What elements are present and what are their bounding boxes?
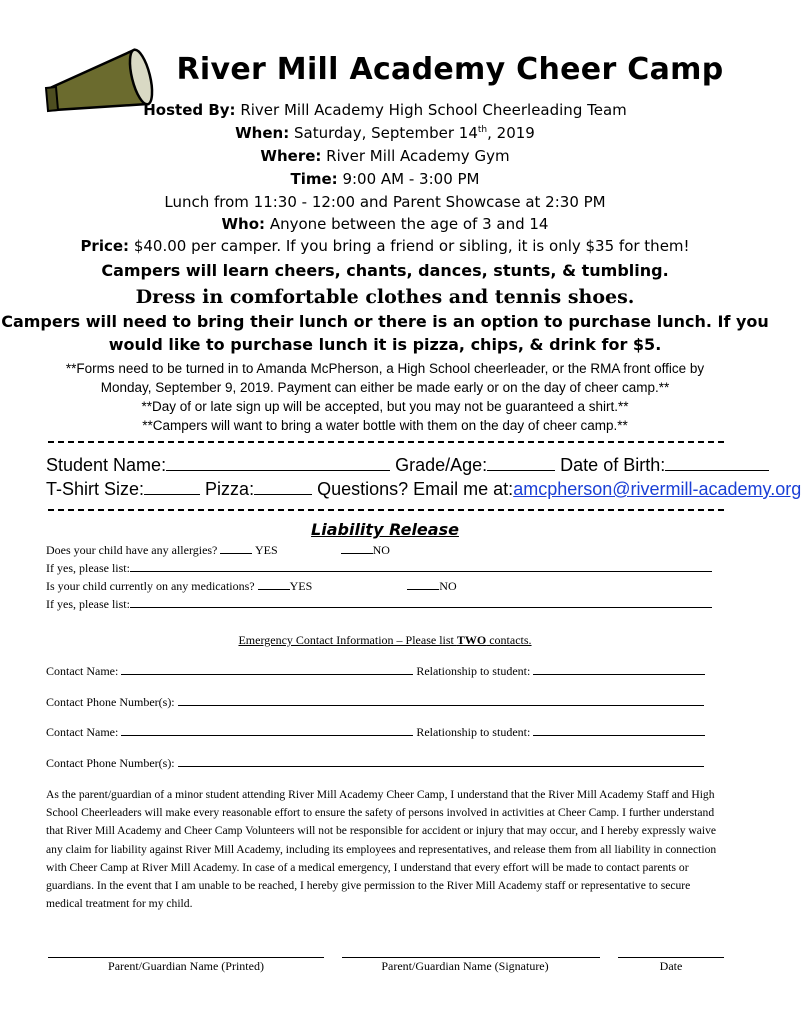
contact-2-row: Contact Name: Relationship to student: [46,725,705,740]
shirt-size-field[interactable] [144,480,200,495]
allergies-yes-field[interactable] [220,543,252,554]
emergency-heading: Emergency Contact Information – Please list TWO contacts. [238,633,532,647]
shirt-row: T-Shirt Size: Pizza: Questions? Email me at:amcpherson@rivermill-academy.org [46,479,801,499]
printed-name-line[interactable] [48,957,324,958]
activities-line: Campers will learn cheers, chants, dances, stunts, & tumbling. [101,261,669,280]
where-line: Where: River Mill Academy Gym [260,147,510,165]
contact-2-phone-row: Contact Phone Number(s): [46,756,704,771]
printed-name-label: Parent/Guardian Name (Printed) [108,959,264,973]
signature-label: Parent/Guardian Name (Signature) [381,959,549,973]
lunch-line: Lunch from 11:30 - 12:00 and Parent Showcase at 2:30 PM [164,193,606,211]
liability-paragraph: As the parent/guardian of a minor student attending River Mill Academy Cheer Camp, I understand that the River Mill Academy Staff and High School Cheerleaders will make every reasonable effort to ensure the safety of persons involved in activities at Cheer Camp. I further understand that River Mill Academy and Cheer Camp Volunteers will not be responsible for accident or injury that may occur, and I hereby expressly waive any claim for liability against River Mill Academy, including its employees and representatives, and release them from all liability in connection with Cheer Camp at River Mill Academy. In case of a medical emergency, I understand that every effort will be made to contact parents or guardians. In the event that I am unable to be reached, I hereby give permission to the River Mill Academy staff or representative to secure medical treatment for my child. [46,788,717,911]
who-line: Who: Anyone between the age of 3 and 14 [221,215,549,233]
contact-1-row: Contact Name: Relationship to student: [46,664,705,679]
allergies-list-field[interactable] [130,561,712,572]
contact-1-phone-field[interactable] [178,695,704,706]
contact-1-relationship-field[interactable] [533,664,705,675]
contact-1-name-field[interactable] [121,664,413,675]
lunch-purchase-line-2: would like to purchase lunch it is pizza, chips, & drink for $5. [108,335,662,354]
dress-line: Dress in comfortable clothes and tennis shoes. [135,286,635,308]
allergies-list-row: If yes, please list: [46,561,712,576]
signature-line[interactable] [342,957,600,958]
date-label: Date [659,959,683,973]
liability-heading: Liability Release [311,520,459,539]
contact-1-phone-row: Contact Phone Number(s): [46,695,704,710]
medications-list-row: If yes, please list: [46,597,712,612]
grade-age-field[interactable] [487,456,555,471]
hosted-by-line: Hosted By: River Mill Academy High School Cheerleading Team [143,101,627,119]
divider-top [48,441,724,443]
student-info-row: Student Name: Grade/Age: Date of Birth: [46,455,769,476]
note-forms-2: Monday, September 9, 2019. Payment can either be made early or on the day of cheer camp.** [100,380,670,395]
time-line: Time: 9:00 AM - 3:00 PM [290,170,480,188]
note-forms-1: **Forms need to be turned in to Amanda McPherson, a High School cheerleader, or the RMA front office by [65,361,705,376]
meds-no-field[interactable] [407,579,439,590]
note-late-signup: **Day of or late sign up will be accepted, but you may not be guaranteed a shirt.** [141,399,629,414]
pizza-field[interactable] [254,480,312,495]
medications-question: Is your child currently on any medications? YES NO [46,579,457,593]
note-water-bottle: **Campers will want to bring a water bottle with them on the day of cheer camp.** [142,418,628,433]
when-line: When: Saturday, September 14th, 2019 [235,124,535,142]
contact-2-relationship-field[interactable] [533,725,705,736]
meds-yes-field[interactable] [258,579,290,590]
date-line[interactable] [618,957,724,958]
allergies-no-field[interactable] [341,543,373,554]
lunch-purchase-line-1: Campers will need to bring their lunch or there is an option to purchase lunch. If you [1,312,769,331]
email-link[interactable]: amcpherson@rivermill-academy.org [513,479,801,499]
page-title: River Mill Academy Cheer Camp [176,52,724,87]
medications-list-field[interactable] [130,597,712,608]
allergies-question: Does your child have any allergies? YES NO [46,543,390,557]
student-name-field[interactable] [166,456,390,471]
contact-2-phone-field[interactable] [178,756,704,767]
dob-field[interactable] [665,456,769,471]
divider-bottom [48,509,724,511]
contact-2-name-field[interactable] [121,725,413,736]
price-line: Price: $40.00 per camper. If you bring a friend or sibling, it is only $35 for them! [80,237,690,255]
